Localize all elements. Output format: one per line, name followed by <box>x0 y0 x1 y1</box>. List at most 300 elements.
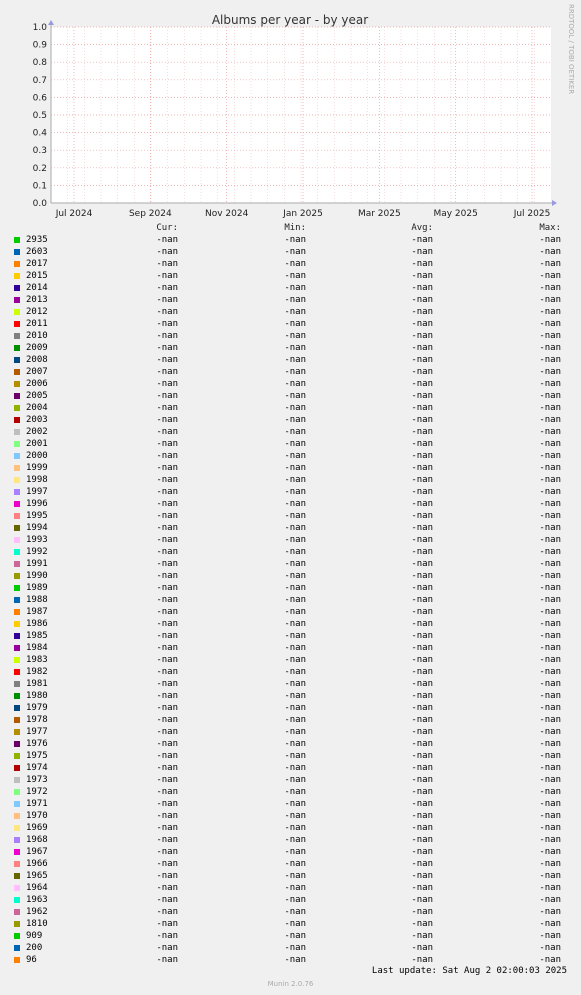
legend-cur: -nan <box>156 727 178 737</box>
legend-max: -nan <box>539 787 561 797</box>
legend-swatch <box>14 705 20 711</box>
legend-avg: -nan <box>411 775 433 785</box>
legend-max: -nan <box>539 403 561 413</box>
legend-swatch <box>14 777 20 783</box>
legend-name: 1962 <box>26 907 48 917</box>
legend-cur: -nan <box>156 283 178 293</box>
legend-swatch <box>14 549 20 555</box>
legend-max: -nan <box>539 415 561 425</box>
legend-max: -nan <box>539 343 561 353</box>
legend-cur: -nan <box>156 739 178 749</box>
legend-max: -nan <box>539 811 561 821</box>
legend-swatch <box>14 237 20 243</box>
legend-max: -nan <box>539 391 561 401</box>
legend-max: -nan <box>539 319 561 329</box>
legend-max: -nan <box>539 715 561 725</box>
legend-max: -nan <box>539 367 561 377</box>
legend-cur: -nan <box>156 415 178 425</box>
legend-name: 1990 <box>26 571 48 581</box>
legend-max: -nan <box>539 355 561 365</box>
legend-cur: -nan <box>156 931 178 941</box>
legend-swatch <box>14 345 20 351</box>
legend-avg: -nan <box>411 379 433 389</box>
chart-area <box>0 0 581 222</box>
legend-avg: -nan <box>411 859 433 869</box>
legend-avg: -nan <box>411 235 433 245</box>
legend-max: -nan <box>539 547 561 557</box>
legend-max: -nan <box>539 439 561 449</box>
legend-cur: -nan <box>156 463 178 473</box>
legend-name: 2015 <box>26 271 48 281</box>
y-tick-label: 0.5 <box>32 111 47 121</box>
legend-avg: -nan <box>411 403 433 413</box>
legend-avg: -nan <box>411 427 433 437</box>
legend-min: -nan <box>284 955 306 965</box>
legend-min: -nan <box>284 727 306 737</box>
legend-max: -nan <box>539 667 561 677</box>
legend-avg: -nan <box>411 943 433 953</box>
legend-swatch <box>14 729 20 735</box>
legend-name: 2603 <box>26 247 48 257</box>
legend-name: 1963 <box>26 895 48 905</box>
legend-row <box>0 642 581 654</box>
legend-min: -nan <box>284 307 306 317</box>
y-tick-label: 0.6 <box>32 93 47 104</box>
legend-name: 2008 <box>26 355 48 365</box>
legend-min: -nan <box>284 739 306 749</box>
legend-name: 2017 <box>26 259 48 269</box>
legend-swatch <box>14 609 20 615</box>
legend-avg: -nan <box>411 259 433 269</box>
legend-row <box>0 342 581 354</box>
legend-name: 1983 <box>26 655 48 665</box>
legend-min: -nan <box>284 259 306 269</box>
legend-row <box>0 498 581 510</box>
legend-row <box>0 522 581 534</box>
legend-row <box>0 666 581 678</box>
legend-max: -nan <box>539 571 561 581</box>
legend-cur: -nan <box>156 343 178 353</box>
legend-cur: -nan <box>156 355 178 365</box>
legend-swatch <box>14 585 20 591</box>
y-tick-label: 0.9 <box>32 40 47 51</box>
legend-cur: -nan <box>156 631 178 641</box>
legend-cur: -nan <box>156 667 178 677</box>
legend-cur: -nan <box>156 307 178 317</box>
legend-avg: -nan <box>411 679 433 689</box>
legend-row <box>0 846 581 858</box>
legend-min: -nan <box>284 595 306 605</box>
legend-min: -nan <box>284 583 306 593</box>
legend-name: 1984 <box>26 643 48 653</box>
legend-row <box>0 930 581 942</box>
legend-avg: -nan <box>411 835 433 845</box>
legend-row <box>0 414 581 426</box>
legend-cur: -nan <box>156 571 178 581</box>
legend-avg: -nan <box>411 415 433 425</box>
legend-min: -nan <box>284 439 306 449</box>
legend-cur: -nan <box>156 583 178 593</box>
legend-row <box>0 858 581 870</box>
legend-name: 1969 <box>26 823 48 833</box>
legend-cur: -nan <box>156 247 178 257</box>
legend-row <box>0 678 581 690</box>
y-tick-label: 0.4 <box>32 128 47 139</box>
legend-name: 1967 <box>26 847 48 857</box>
legend-swatch <box>14 897 20 903</box>
legend-swatch <box>14 429 20 435</box>
legend-name: 1976 <box>26 739 48 749</box>
legend-swatch <box>14 621 20 627</box>
legend-min: -nan <box>284 919 306 929</box>
legend-min: -nan <box>284 343 306 353</box>
legend-swatch <box>14 417 20 423</box>
legend-swatch <box>14 765 20 771</box>
legend-name: 2006 <box>26 379 48 389</box>
legend-min: -nan <box>284 379 306 389</box>
legend-avg: -nan <box>411 307 433 317</box>
legend-avg: -nan <box>411 283 433 293</box>
x-tick-label: Jul 2025 <box>513 209 551 219</box>
legend-avg: -nan <box>411 871 433 881</box>
legend-name: 2014 <box>26 283 48 293</box>
legend-name: 2013 <box>26 295 48 305</box>
legend-min: -nan <box>284 391 306 401</box>
legend-row <box>0 594 581 606</box>
legend-name: 1964 <box>26 883 48 893</box>
legend-min: -nan <box>284 943 306 953</box>
legend-row <box>0 870 581 882</box>
legend-swatch <box>14 861 20 867</box>
legend-name: 2009 <box>26 343 48 353</box>
legend-avg: -nan <box>411 907 433 917</box>
legend-cur: -nan <box>156 619 178 629</box>
legend-swatch <box>14 633 20 639</box>
legend-swatch <box>14 921 20 927</box>
legend-cur: -nan <box>156 391 178 401</box>
legend-name: 2003 <box>26 415 48 425</box>
legend-swatch <box>14 693 20 699</box>
legend-max: -nan <box>539 907 561 917</box>
legend-min: -nan <box>284 367 306 377</box>
legend-max: -nan <box>539 535 561 545</box>
legend-avg: -nan <box>411 739 433 749</box>
legend-min: -nan <box>284 535 306 545</box>
legend-name: 1999 <box>26 463 48 473</box>
header-min: Min: <box>284 223 306 233</box>
legend-max: -nan <box>539 655 561 665</box>
legend-cur: -nan <box>156 559 178 569</box>
legend-row <box>0 894 581 906</box>
legend-row <box>0 258 581 270</box>
legend-swatch <box>14 717 20 723</box>
legend-max: -nan <box>539 739 561 749</box>
legend-min: -nan <box>284 751 306 761</box>
legend-max: -nan <box>539 511 561 521</box>
legend-min: -nan <box>284 895 306 905</box>
legend-max: -nan <box>539 643 561 653</box>
legend-avg: -nan <box>411 919 433 929</box>
legend-name: 1975 <box>26 751 48 761</box>
legend-swatch <box>14 321 20 327</box>
legend-min: -nan <box>284 319 306 329</box>
legend-max: -nan <box>539 955 561 965</box>
legend-avg: -nan <box>411 667 433 677</box>
legend-max: -nan <box>539 523 561 533</box>
legend-name: 1997 <box>26 487 48 497</box>
legend-avg: -nan <box>411 367 433 377</box>
legend-row <box>0 906 581 918</box>
legend-cur: -nan <box>156 787 178 797</box>
legend-swatch <box>14 573 20 579</box>
legend-swatch <box>14 441 20 447</box>
legend-row <box>0 318 581 330</box>
legend-max: -nan <box>539 691 561 701</box>
last-update: Last update: Sat Aug 2 02:00:03 2025 <box>371 966 567 976</box>
legend-swatch <box>14 369 20 375</box>
legend-cur: -nan <box>156 907 178 917</box>
legend-name: 96 <box>26 955 37 965</box>
legend-max: -nan <box>539 607 561 617</box>
legend-min: -nan <box>284 799 306 809</box>
legend-min: -nan <box>284 571 306 581</box>
legend-avg: -nan <box>411 847 433 857</box>
legend-min: -nan <box>284 355 306 365</box>
legend-name: 2935 <box>26 235 48 245</box>
legend-min: -nan <box>284 463 306 473</box>
legend-name: 1978 <box>26 715 48 725</box>
legend-avg: -nan <box>411 619 433 629</box>
legend-row <box>0 510 581 522</box>
legend-max: -nan <box>539 271 561 281</box>
legend-cur: -nan <box>156 331 178 341</box>
legend-avg: -nan <box>411 247 433 257</box>
legend-max: -nan <box>539 259 561 269</box>
legend-swatch <box>14 381 20 387</box>
legend-name: 2005 <box>26 391 48 401</box>
legend-row <box>0 630 581 642</box>
y-tick-label: 0.8 <box>32 58 47 69</box>
legend-avg: -nan <box>411 931 433 941</box>
legend-cur: -nan <box>156 859 178 869</box>
legend-max: -nan <box>539 943 561 953</box>
legend-name: 1985 <box>26 631 48 641</box>
legend-cur: -nan <box>156 487 178 497</box>
x-tick-label: Sep 2024 <box>128 209 172 219</box>
y-tick-label: 0.7 <box>32 75 47 86</box>
legend-avg: -nan <box>411 955 433 965</box>
legend-min: -nan <box>284 907 306 917</box>
legend-cur: -nan <box>156 547 178 557</box>
legend-max: -nan <box>539 931 561 941</box>
legend-min: -nan <box>284 559 306 569</box>
legend-row <box>0 378 581 390</box>
y-tick-label: 0.0 <box>32 199 47 209</box>
legend-row <box>0 366 581 378</box>
legend-name: 1993 <box>26 535 48 545</box>
legend-name: 1968 <box>26 835 48 845</box>
chart-title: Albums per year - by year <box>211 13 369 27</box>
legend-cur: -nan <box>156 883 178 893</box>
legend-swatch <box>14 789 20 795</box>
x-tick-label: Nov 2024 <box>204 209 249 219</box>
legend-max: -nan <box>539 871 561 881</box>
legend-swatch <box>14 741 20 747</box>
legend-max: -nan <box>539 379 561 389</box>
legend-avg: -nan <box>411 751 433 761</box>
legend-swatch <box>14 801 20 807</box>
legend-min: -nan <box>284 787 306 797</box>
legend-row <box>0 306 581 318</box>
legend-min: -nan <box>284 295 306 305</box>
legend-swatch <box>14 477 20 483</box>
legend-max: -nan <box>539 283 561 293</box>
header-avg: Avg: <box>411 223 433 233</box>
legend-avg: -nan <box>411 523 433 533</box>
legend-avg: -nan <box>411 463 433 473</box>
legend-name: 2011 <box>26 319 48 329</box>
legend-avg: -nan <box>411 355 433 365</box>
legend-name: 1998 <box>26 475 48 485</box>
legend-row <box>0 702 581 714</box>
legend-row <box>0 606 581 618</box>
legend-cur: -nan <box>156 379 178 389</box>
legend-name: 1972 <box>26 787 48 797</box>
legend-avg: -nan <box>411 487 433 497</box>
legend-cur: -nan <box>156 679 178 689</box>
legend-swatch <box>14 333 20 339</box>
legend-row <box>0 882 581 894</box>
legend-name: 2012 <box>26 307 48 317</box>
legend-swatch <box>14 681 20 687</box>
legend-swatch <box>14 957 20 963</box>
munin-version: Munin 2.0.76 <box>267 980 314 988</box>
x-tick-label: May 2025 <box>433 209 478 219</box>
legend-cur: -nan <box>156 295 178 305</box>
legend-row <box>0 834 581 846</box>
legend-swatch <box>14 525 20 531</box>
legend-cur: -nan <box>156 835 178 845</box>
legend-row <box>0 246 581 258</box>
header-cur: Cur: <box>156 223 178 233</box>
legend-min: -nan <box>284 883 306 893</box>
legend-avg: -nan <box>411 691 433 701</box>
legend-name: 1995 <box>26 511 48 521</box>
legend-min: -nan <box>284 475 306 485</box>
legend-row <box>0 270 581 282</box>
legend-avg: -nan <box>411 655 433 665</box>
legend-rows <box>0 234 581 966</box>
legend-max: -nan <box>539 703 561 713</box>
legend-row <box>0 450 581 462</box>
legend-row <box>0 474 581 486</box>
legend-row <box>0 954 581 966</box>
legend-row <box>0 810 581 822</box>
legend-avg: -nan <box>411 799 433 809</box>
legend-cur: -nan <box>156 811 178 821</box>
legend-min: -nan <box>284 547 306 557</box>
rrdtool-credit: RRDTOOL / TOBI OETIKER <box>567 4 575 95</box>
legend-min: -nan <box>284 235 306 245</box>
legend-cur: -nan <box>156 955 178 965</box>
legend-row <box>0 234 581 246</box>
legend-name: 1988 <box>26 595 48 605</box>
legend-row <box>0 426 581 438</box>
legend-avg: -nan <box>411 559 433 569</box>
legend-min: -nan <box>284 427 306 437</box>
legend-name: 1970 <box>26 811 48 821</box>
legend-swatch <box>14 501 20 507</box>
legend-swatch <box>14 813 20 819</box>
legend-avg: -nan <box>411 499 433 509</box>
legend-avg: -nan <box>411 271 433 281</box>
x-tick-label: Jan 2025 <box>283 209 323 219</box>
legend-swatch <box>14 453 20 459</box>
legend-name: 2010 <box>26 331 48 341</box>
x-axis-arrow-icon <box>552 200 557 206</box>
legend-name: 1991 <box>26 559 48 569</box>
legend-row <box>0 750 581 762</box>
legend-row <box>0 402 581 414</box>
legend-name: 1996 <box>26 499 48 509</box>
legend-swatch <box>14 873 20 879</box>
legend-name: 2001 <box>26 439 48 449</box>
legend-cur: -nan <box>156 847 178 857</box>
legend-row <box>0 798 581 810</box>
legend-name: 200 <box>26 943 43 953</box>
legend-min: -nan <box>284 703 306 713</box>
legend-row <box>0 390 581 402</box>
legend-cur: -nan <box>156 823 178 833</box>
legend-cur: -nan <box>156 499 178 509</box>
legend-row <box>0 654 581 666</box>
legend-max: -nan <box>539 763 561 773</box>
legend-cur: -nan <box>156 367 178 377</box>
legend-max: -nan <box>539 595 561 605</box>
legend-max: -nan <box>539 751 561 761</box>
legend-min: -nan <box>284 403 306 413</box>
legend-avg: -nan <box>411 727 433 737</box>
legend-row <box>0 330 581 342</box>
legend-row <box>0 282 581 294</box>
legend-max: -nan <box>539 247 561 257</box>
legend-max: -nan <box>539 835 561 845</box>
legend-row <box>0 762 581 774</box>
legend-cur: -nan <box>156 643 178 653</box>
legend-name: 1994 <box>26 523 48 533</box>
legend-cur: -nan <box>156 775 178 785</box>
legend-avg: -nan <box>411 595 433 605</box>
legend-max: -nan <box>539 775 561 785</box>
legend-avg: -nan <box>411 511 433 521</box>
legend-min: -nan <box>284 835 306 845</box>
legend-name: 1989 <box>26 583 48 593</box>
legend-row <box>0 726 581 738</box>
legend-swatch <box>14 945 20 951</box>
legend-avg: -nan <box>411 439 433 449</box>
legend-cur: -nan <box>156 655 178 665</box>
legend-cur: -nan <box>156 511 178 521</box>
legend-max: -nan <box>539 559 561 569</box>
legend-min: -nan <box>284 691 306 701</box>
legend-avg: -nan <box>411 475 433 485</box>
legend-cur: -nan <box>156 451 178 461</box>
legend-avg: -nan <box>411 895 433 905</box>
legend-min: -nan <box>284 499 306 509</box>
legend-header <box>0 222 581 234</box>
legend-cur: -nan <box>156 895 178 905</box>
legend-avg: -nan <box>411 763 433 773</box>
